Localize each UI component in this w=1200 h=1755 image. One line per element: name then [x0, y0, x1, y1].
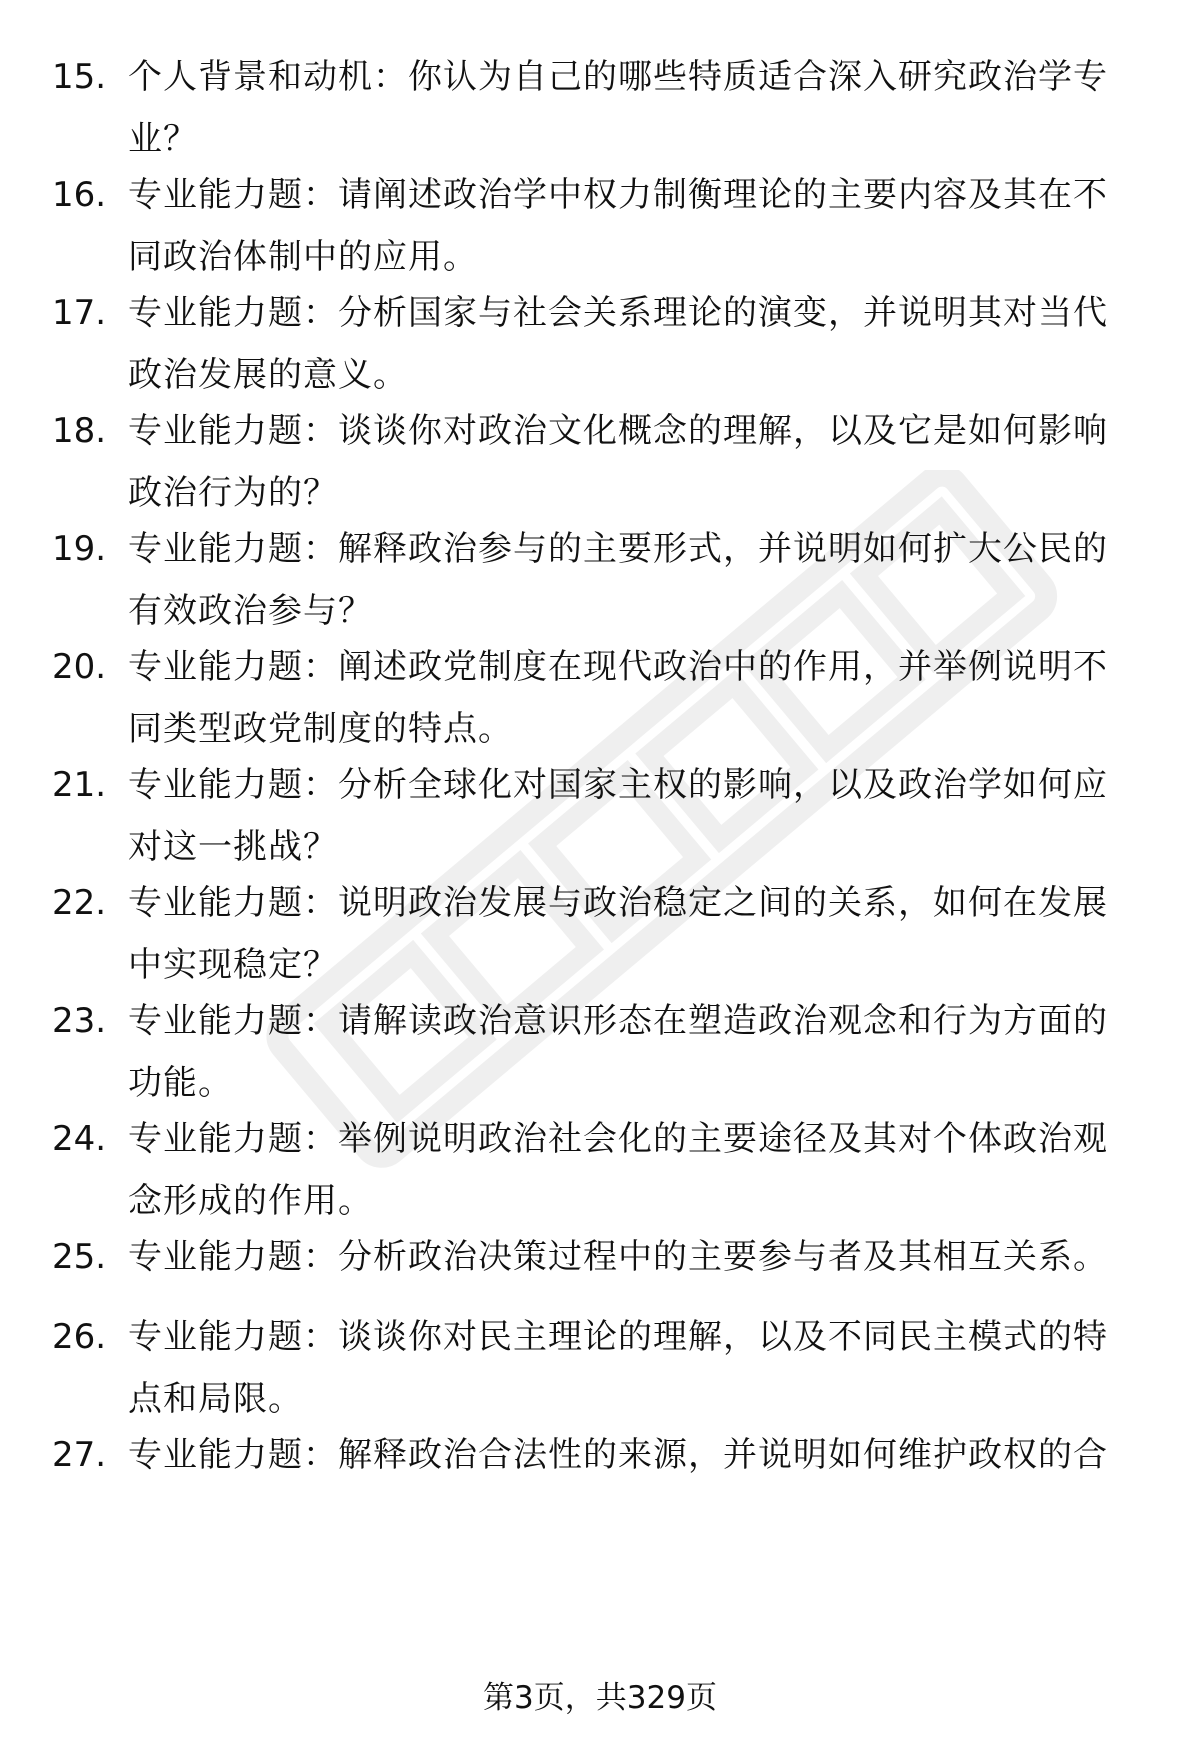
question-text: 专业能力题：分析国家与社会关系理论的演变，并说明其对当代政治发展的意义。 — [128, 293, 1108, 395]
list-item — [0, 1424, 1200, 1544]
question-text: 专业能力题：分析政治决策过程中的主要参与者及其相互关系。 — [128, 1237, 1108, 1277]
question-number: 27. — [52, 1435, 107, 1475]
question-text: 专业能力题：阐述政党制度在现代政治中的作用，并举例说明不同类型政党制度的特点。 — [128, 647, 1108, 749]
question-number: 24. — [52, 1119, 107, 1159]
question-number: 18. — [52, 411, 107, 451]
question-number: 22. — [52, 883, 107, 923]
question-number: 26. — [52, 1317, 107, 1357]
question-text: 专业能力题：解释政治参与的主要形式，并说明如何扩大公民的有效政治参与？ — [128, 529, 1108, 631]
list-item — [0, 282, 1200, 402]
list-item — [0, 400, 1200, 520]
question-text: 个人背景和动机：你认为自己的哪些特质适合深入研究政治学专业？ — [128, 57, 1108, 159]
question-number: 19. — [52, 529, 107, 569]
question-text: 专业能力题：请解读政治意识形态在塑造政治观念和行为方面的功能。 — [128, 1001, 1108, 1103]
list-item — [0, 1306, 1200, 1426]
list-item — [0, 518, 1200, 638]
list-item — [0, 46, 1200, 166]
question-text: 专业能力题：请阐述政治学中权力制衡理论的主要内容及其在不同政治体制中的应用。 — [128, 175, 1108, 277]
question-number: 15. — [52, 57, 107, 97]
question-text: 专业能力题：举例说明政治社会化的主要途径及其对个体政治观念形成的作用。 — [128, 1119, 1108, 1221]
list-item — [0, 754, 1200, 874]
question-number: 23. — [52, 1001, 107, 1041]
question-number: 20. — [52, 647, 107, 687]
list-item — [0, 636, 1200, 756]
question-number: 25. — [52, 1237, 107, 1277]
page-number-footer: 第3页，共329页 — [483, 1680, 717, 1716]
question-number: 17. — [52, 293, 107, 333]
question-text: 专业能力题：说明政治发展与政治稳定之间的关系，如何在发展中实现稳定？ — [128, 883, 1108, 985]
list-item — [0, 872, 1200, 992]
list-item — [0, 164, 1200, 284]
question-text: 专业能力题：谈谈你对民主理论的理解，以及不同民主模式的特点和局限。 — [128, 1317, 1108, 1419]
list-item — [0, 990, 1200, 1110]
question-text: 专业能力题：解释政治合法性的来源，并说明如何维护政权的合 — [128, 1435, 1108, 1475]
question-text: 专业能力题：谈谈你对政治文化概念的理解，以及它是如何影响政治行为的？ — [128, 411, 1108, 513]
question-text: 专业能力题：分析全球化对国家主权的影响，以及政治学如何应对这一挑战？ — [128, 765, 1108, 867]
question-number: 16. — [52, 175, 107, 215]
list-item — [0, 1108, 1200, 1228]
question-number: 21. — [52, 765, 107, 805]
